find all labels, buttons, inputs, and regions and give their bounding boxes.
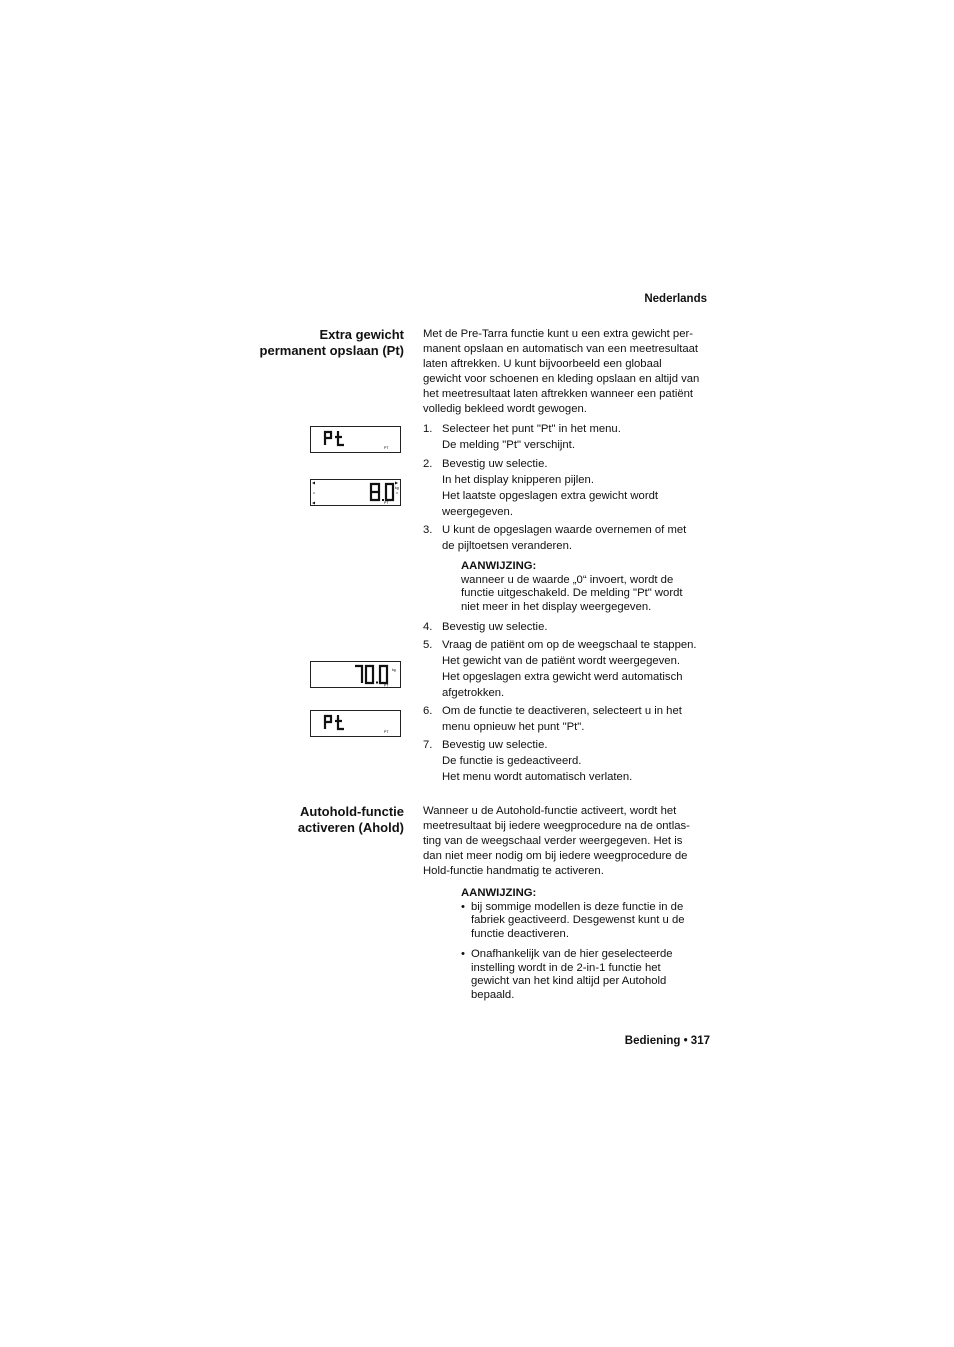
step-line: afgetrokken.: [442, 687, 505, 699]
bullet-line: bij sommige modellen is deze functie in de: [471, 900, 684, 913]
intro-line: ting van de weegschaal verder weergegeven. Het is: [423, 835, 683, 847]
step-line: Selecteer het punt "Pt" in het menu.: [442, 423, 621, 435]
note-bullet: • bij sommige modellen is deze functie in de fabriek geactiveerd. Desgewenst kunt u de functie deactiveren.: [461, 901, 711, 942]
bullet-line: Onafhankelijk van de hier geselecteerde: [471, 948, 673, 960]
section1-intro: [423, 327, 715, 417]
lcd-unit: kg: [395, 486, 399, 490]
note-autohold: [461, 887, 711, 1002]
step-2: [423, 456, 715, 520]
step-line: Het menu wordt automatisch verlaten.: [442, 771, 633, 783]
note-title: AANWIJZING:: [461, 560, 537, 572]
heading-line: Autohold-functie: [300, 804, 404, 819]
language-label: Nederlands: [644, 293, 707, 305]
digit-0: [366, 666, 373, 683]
lcd-small-label: PT: [384, 730, 389, 734]
step-line: Het opgeslagen extra gewicht werd automatisch: [442, 671, 683, 683]
step-number: 4.: [423, 621, 433, 633]
step-line: Het laatste opgeslagen extra gewicht wordt: [442, 490, 659, 502]
glyph-t: [335, 431, 344, 445]
step-5: [423, 637, 715, 701]
section-heading-extra-gewicht: [204, 327, 404, 359]
intro-line: meetresultaat bij iedere weegprocedure na de ontlas-: [423, 820, 690, 832]
lcd-8-0-graphic: [311, 480, 400, 505]
intro-line: Met de Pre-Tarra functie kunt u een extra gewicht per-: [423, 328, 693, 340]
step-line: Het gewicht van de patiënt wordt weergegeven.: [442, 655, 681, 667]
step-7: [423, 737, 715, 785]
lcd-pt-graphic: [311, 427, 400, 452]
lcd-pt-graphic: [311, 711, 400, 736]
arrow-right-icon: [395, 482, 398, 485]
note-title: AANWIJZING:: [461, 887, 537, 899]
note-bullet: • Onafhankelijk van de hier geselecteerde instelling wordt in de 2-in-1 functie het gewicht van het kind altijd per Autohold bepaald.: [461, 948, 711, 1002]
intro-line: Hold-functie handmatig te activeren.: [423, 865, 604, 877]
step-line: U kunt de opgeslagen waarde overnemen of met: [442, 524, 687, 536]
glyph-t: [335, 715, 344, 729]
intro-line: het meetresultaat laten aftrekken wanneer een patiënt: [423, 388, 694, 400]
step-number: 3.: [423, 524, 433, 536]
lcd-unit: kg: [392, 668, 396, 672]
intro-line: volledig bekleed wordt gewogen.: [423, 403, 587, 415]
bullet-line: fabriek geactiveerd. Desgewenst kunt u de: [471, 914, 685, 926]
step-line: Vraag de patiënt om op de weegschaal te stappen.: [442, 639, 697, 651]
intro-line: manent opslaan en automatisch van een meetresultaat: [423, 343, 699, 355]
display-70-0: [310, 661, 401, 688]
step-number: 7.: [423, 739, 433, 751]
lcd-small-label: PT: [384, 446, 389, 450]
bullet-line: instelling wordt in de 2-in-1 functie het: [471, 961, 661, 974]
step-number: 2.: [423, 458, 433, 470]
arrow-left-icon: [312, 482, 315, 485]
section-heading-autohold: [204, 804, 404, 836]
lcd-small-label: PT: [384, 501, 389, 505]
step-line: Om de functie te deactiveren, selecteert u in het: [442, 705, 682, 717]
digit-0: [380, 666, 387, 683]
heading-line: permanent opslaan (Pt): [259, 343, 404, 358]
page-footer: Bediening • 317: [624, 1035, 710, 1047]
note-line: niet meer in het display weergegeven.: [461, 600, 652, 613]
digit-0: [386, 484, 393, 500]
glyph-P: [325, 432, 331, 445]
step-number: 6.: [423, 705, 433, 717]
bullet-line: functie deactiveren.: [471, 927, 569, 940]
bullet-line: gewicht van het kind altijd per Autohold: [471, 975, 667, 987]
intro-line: Wanneer u de Autohold-functie activeert, wordt het: [423, 805, 677, 817]
bullet-line: bepaald.: [471, 988, 515, 1001]
step-line: De functie is gedeactiveerd.: [442, 755, 582, 767]
step-1: [423, 421, 715, 453]
step-line: Bevestig uw selectie.: [442, 621, 548, 633]
step-line: Bevestig uw selectie.: [442, 458, 548, 470]
digit-8: [371, 484, 379, 500]
step-line: de pijltoetsen veranderen.: [442, 540, 573, 552]
step-number: 1.: [423, 423, 433, 435]
heading-line: Extra gewicht: [319, 327, 404, 342]
intro-line: gewicht voor schoenen en kleding opslaan en altijd van: [423, 373, 700, 385]
glyph-P: [325, 716, 331, 729]
display-pt: [310, 426, 401, 453]
heading-line: activeren (Ahold): [297, 820, 404, 835]
display-pt-2: [310, 710, 401, 737]
display-8-0: [310, 479, 401, 506]
step-6: [423, 703, 715, 735]
section2-intro: [423, 804, 715, 879]
step-3: [423, 522, 715, 554]
lcd-small-label: PT: [384, 683, 389, 687]
note-line: functie uitgeschakeld. De melding "Pt" wordt: [461, 587, 683, 599]
digit-7: [355, 666, 362, 683]
step-number: 5.: [423, 639, 433, 651]
step-4: [423, 619, 715, 635]
intro-line: dan niet meer nodig om bij iedere weegprocedure de: [423, 850, 688, 862]
step-line: In het display knipperen pijlen.: [442, 474, 594, 486]
step-line: weergegeven.: [442, 506, 513, 518]
step-line: Bevestig uw selectie.: [442, 739, 548, 751]
step-line: menu opnieuw het punt "Pt".: [442, 721, 585, 733]
note-pt: [461, 560, 711, 614]
note-line: wanneer u de waarde „0“ invoert, wordt de: [461, 573, 674, 586]
intro-line: laten aftrekken. U kunt bijvoorbeeld een globaal: [423, 358, 662, 370]
step-line: De melding "Pt" verschijnt.: [442, 439, 575, 451]
lcd-70-0-graphic: [311, 662, 400, 687]
